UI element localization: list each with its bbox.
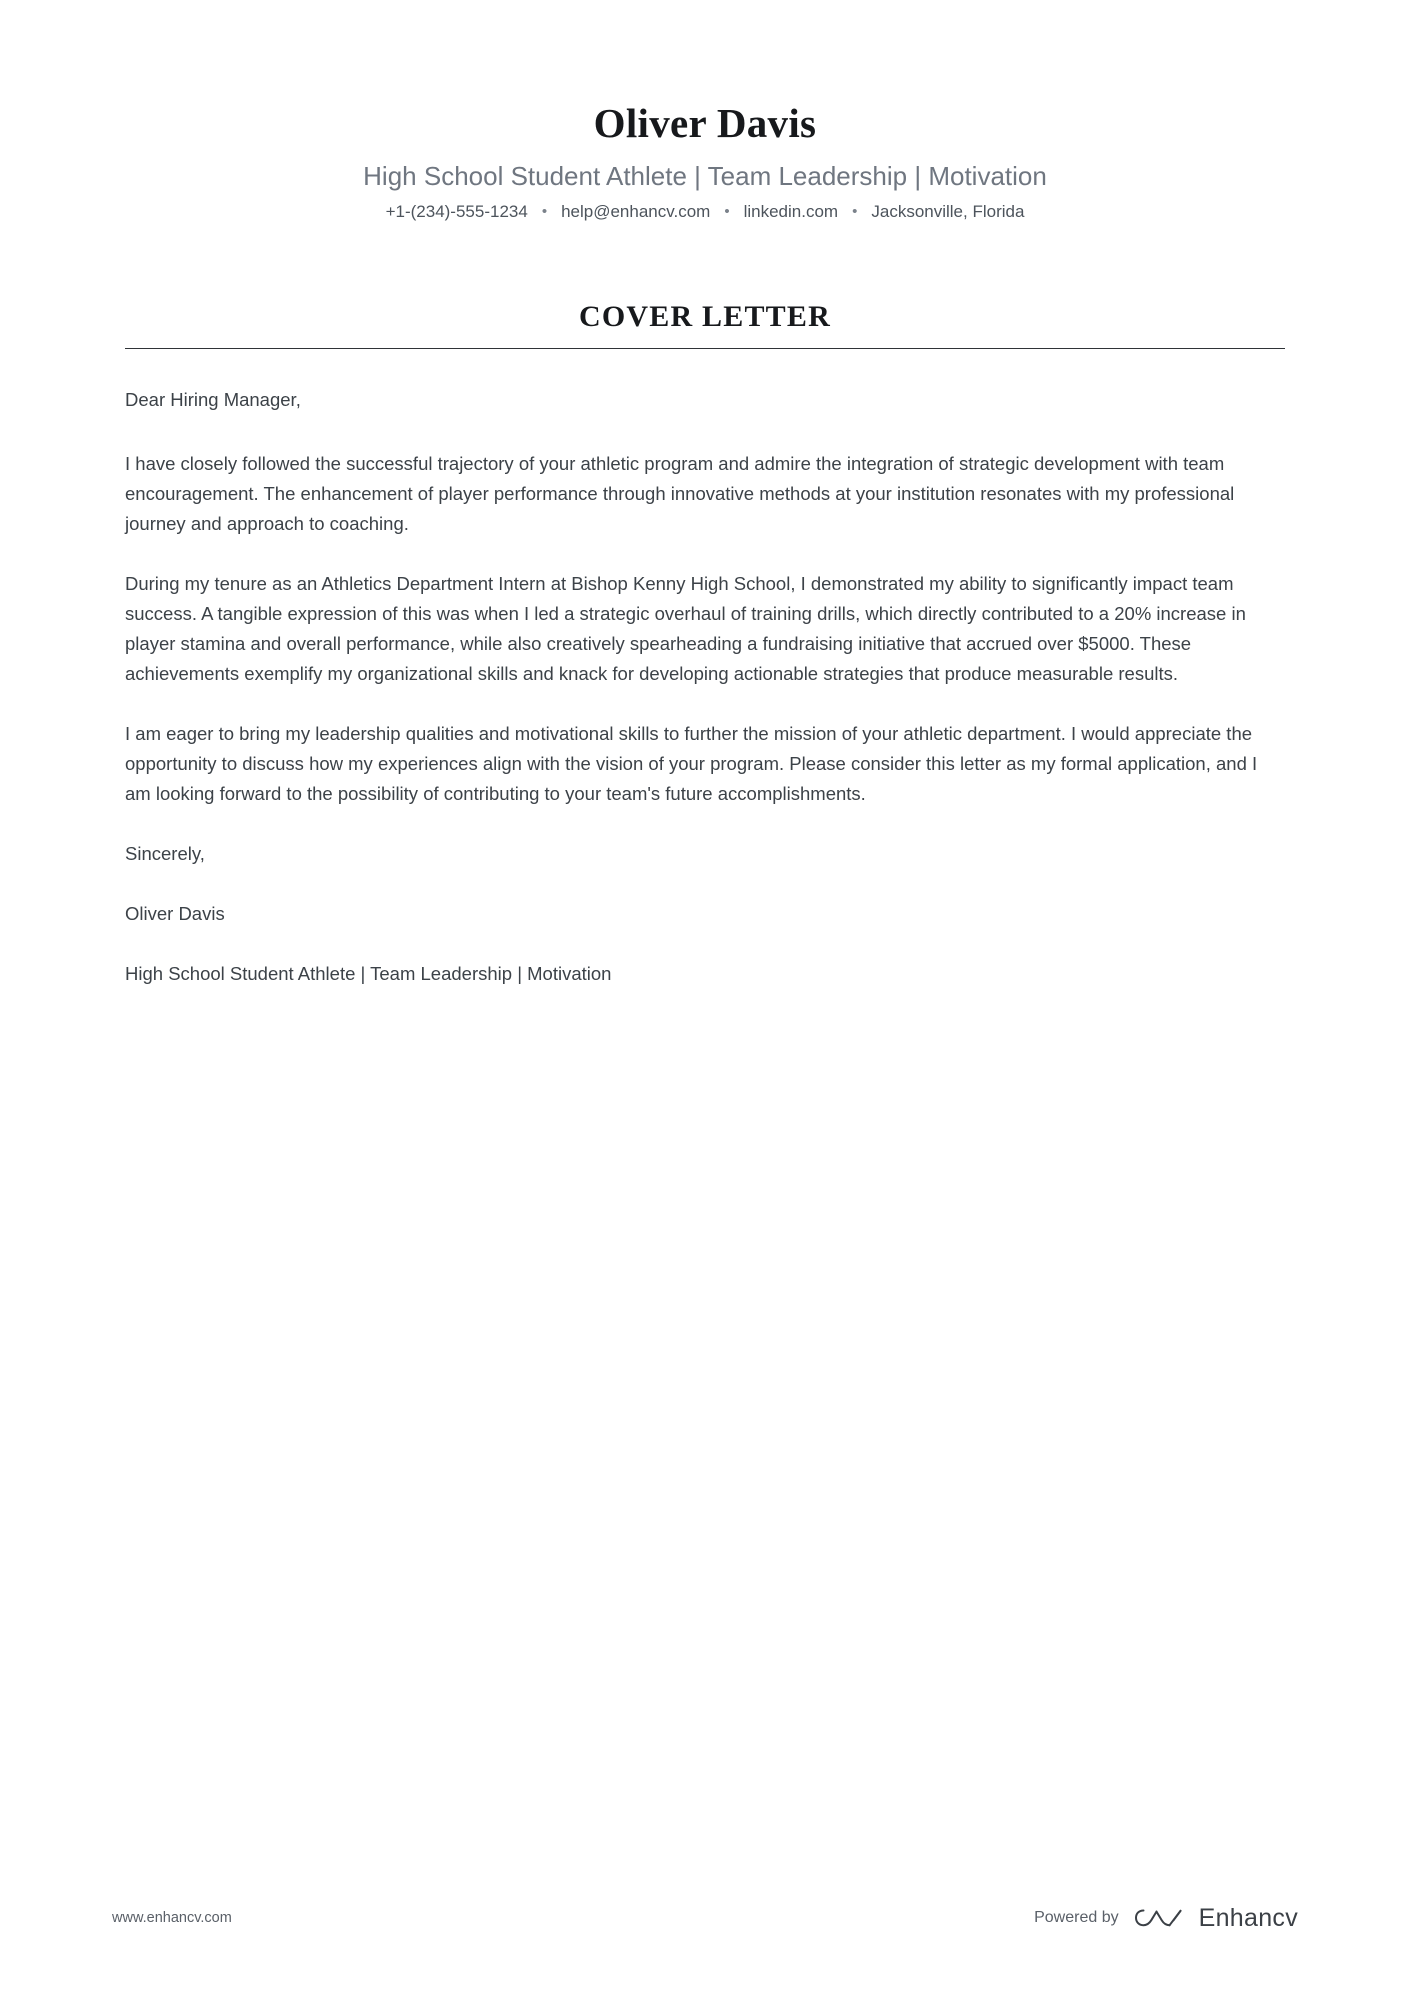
page-footer bbox=[0, 1903, 1410, 1933]
letter-body bbox=[0, 385, 1410, 989]
applicant-name: Oliver Davis bbox=[593, 100, 817, 146]
title-divider bbox=[125, 348, 1285, 349]
enhancv-logo-icon bbox=[1135, 1903, 1189, 1933]
applicant-headline: High School Student Athlete | Team Leadership | Motivation bbox=[363, 161, 1047, 192]
contact-phone: +1-(234)-555-1234 bbox=[385, 202, 528, 222]
signature-title: High School Student Athlete | Team Leadership | Motivation bbox=[125, 962, 612, 984]
document-title-section bbox=[0, 300, 1410, 349]
enhancv-brand[interactable] bbox=[1135, 1903, 1298, 1933]
letter-paragraph-3: I am eager to bring my leadership qualities and motivational skills to further the mission of your athletic department. I would appreciate the opportunity to discuss how my experiences align with the vision of your program. Please consider this letter as my formal application, and I am looking forward to the possibility of contributing to your team's future accomplishments. bbox=[125, 723, 1258, 805]
letter-closing: Sincerely, bbox=[125, 842, 205, 864]
contact-location: Jacksonville, Florida bbox=[871, 202, 1025, 222]
powered-by-label: Powered by bbox=[1034, 1909, 1119, 1926]
contact-email[interactable]: help@enhancv.com bbox=[561, 202, 711, 222]
enhancv-brand-name: Enhancv bbox=[1198, 1903, 1298, 1932]
contact-row bbox=[0, 202, 1410, 222]
contact-separator-icon: • bbox=[541, 202, 548, 220]
page-title: COVER LETTER bbox=[579, 300, 831, 334]
footer-branding bbox=[1034, 1903, 1298, 1933]
footer-website[interactable]: www.enhancv.com bbox=[112, 1910, 232, 1926]
contact-linkedin[interactable]: linkedin.com bbox=[743, 202, 839, 222]
letter-salutation: Dear Hiring Manager, bbox=[125, 389, 301, 411]
document-header bbox=[0, 0, 1410, 222]
contact-separator-icon: • bbox=[724, 202, 730, 220]
signature-name: Oliver Davis bbox=[125, 902, 225, 924]
contact-separator-icon: • bbox=[852, 202, 858, 220]
letter-paragraph-2: During my tenure as an Athletics Department Intern at Bishop Kenny High School, I demonstrated my ability to significantly impact team success. A tangible expression of this was when I led a strategic overhaul of training drills, which directly contributed to a 20% increase in player stamina and overall performance, while also creatively spearheading a fundraising initiative that accrued over $5000. These achievements exemplify my organizational skills and knack for developing actionable strategies that produce measurable results. bbox=[125, 573, 1246, 685]
letter-paragraph-1: I have closely followed the successful trajectory of your athletic program and admire the integration of strategic development with team encouragement. The enhancement of player performance through innovative methods at your institution resonates with my professional journey and approach to coaching. bbox=[125, 453, 1235, 535]
